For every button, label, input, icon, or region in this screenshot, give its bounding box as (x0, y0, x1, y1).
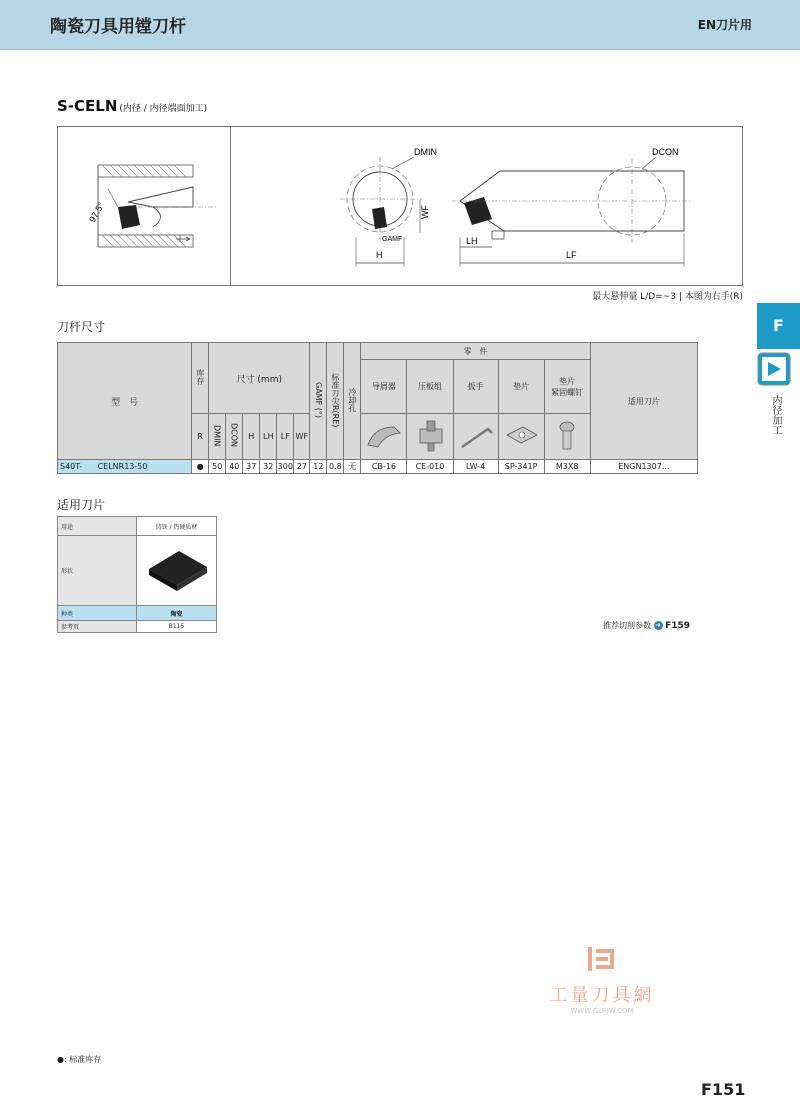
sub-r: R (192, 414, 209, 460)
cell-lh: 32 (260, 460, 277, 474)
shim-image (498, 414, 544, 460)
model-header: 型 号 (58, 343, 192, 460)
usage-value: 铸铁 / 热硬质材 (137, 517, 217, 536)
table-row-model: S40T- CELNR13-50 (58, 460, 192, 474)
arrow-right-icon: ➜ (655, 621, 661, 629)
cell-coolant: 无 (344, 460, 361, 474)
cell-chip-breaker: CB-16 (361, 460, 407, 474)
left-angle-label: 97.5° (87, 200, 107, 224)
insert-shape-image (137, 536, 217, 606)
page-header (0, 0, 800, 50)
type-label: 种类 (58, 606, 137, 621)
part-clamp-set: 压板组 (407, 360, 453, 414)
lf-label: LF (566, 250, 577, 260)
holder-dimensions-title: 刀杆尺寸 (57, 320, 106, 334)
wrench-image (453, 414, 498, 460)
dimension-header: 尺寸 (mm) (209, 343, 310, 414)
gamf-label: GAMF (382, 236, 403, 243)
sub-lh: LH (260, 414, 277, 460)
dcon-label: DCON (652, 147, 679, 157)
cell-re: 0.8 (327, 460, 344, 474)
part-wrench: 扳手 (453, 360, 498, 414)
sub-dmin: DMIN (209, 414, 226, 460)
cell-screw: M3X8 (544, 460, 590, 474)
coolant-header: 冷却孔 (344, 343, 361, 460)
recommended-params-link[interactable]: 推荐切削参数 ➜ F159 (603, 621, 691, 631)
insert-table (57, 516, 217, 633)
cell-gamf: 12 (310, 460, 327, 474)
cell-lf: 300 (277, 460, 294, 474)
ref-label: 参考页 (58, 621, 137, 633)
model-name: S-CELN (57, 97, 118, 115)
stock-legend: ●: 标准库存 (57, 1055, 102, 1064)
screw-image (544, 414, 590, 460)
watermark-url: WWW.GLRJW.COM (570, 1007, 634, 1015)
re-header: 标准刀尖R(RE) (327, 343, 344, 460)
part-chip-breaker: 导屑器 (361, 360, 407, 414)
page-title: 陶瓷刀具用镗刀杆 (50, 17, 186, 37)
bore-section-drawing (58, 127, 230, 285)
dmin-label: DMIN (414, 147, 437, 157)
cell-h: 37 (243, 460, 260, 474)
drawing-box (57, 126, 743, 286)
cell-insert: ENGN1307... (590, 460, 697, 474)
gamf-header: GAMF (°) (310, 343, 327, 460)
parts-header: 零 件 (361, 343, 590, 360)
ref-value: B115 (137, 621, 217, 633)
cell-clamp-set: CE-010 (407, 460, 453, 474)
model-title (57, 97, 207, 115)
insert-header: 适用刀片 (590, 343, 697, 460)
watermark-text: 工量刀具網 (549, 985, 655, 1006)
sub-wf: WF (294, 414, 310, 460)
wf-label: WF (420, 205, 430, 219)
cell-stock: ● (192, 460, 209, 474)
cell-dcon: 40 (226, 460, 243, 474)
dimension-table (57, 342, 698, 474)
model-subtitle: (内径 / 内径端面加工) (119, 104, 208, 114)
watermark-logo (582, 945, 622, 973)
holder-drawing (232, 127, 742, 285)
recommended-page: F159 (665, 621, 691, 631)
sub-h: H (243, 414, 260, 460)
shape-label: 形状 (58, 536, 137, 606)
boring-tool-icon (757, 352, 791, 386)
cell-shim: SP-341P (498, 460, 544, 474)
sub-lf: LF (277, 414, 294, 460)
stock-header: 库存 (192, 343, 209, 414)
cell-dmin: 50 (209, 460, 226, 474)
chip-breaker-image (361, 414, 407, 460)
sub-dcon: DCON (226, 414, 243, 460)
type-value: 陶瓷 (137, 606, 217, 621)
part-shim: 垫片 (498, 360, 544, 414)
drawing-divider (230, 127, 231, 285)
page-number: F151 (701, 1080, 746, 1099)
section-tab-f[interactable]: F (757, 303, 800, 349)
drawing-note: 最大悬伸量 L/D=~3 | 本图为右手(R) (592, 292, 743, 302)
clamp-set-image (407, 414, 453, 460)
usage-label: 用途 (58, 517, 137, 536)
part-shim-screw: 垫片 紧固螺钉 (544, 360, 590, 414)
cell-wrench: LW-4 (453, 460, 498, 474)
watermark (537, 945, 667, 1015)
h-label: H (376, 250, 383, 260)
category-label: EN刀片用 (697, 18, 752, 32)
side-section-label: 内径加工 (770, 395, 781, 435)
applicable-inserts-title: 适用刀片 (57, 498, 106, 512)
cell-wf: 27 (294, 460, 310, 474)
lh-label: LH (466, 236, 478, 246)
